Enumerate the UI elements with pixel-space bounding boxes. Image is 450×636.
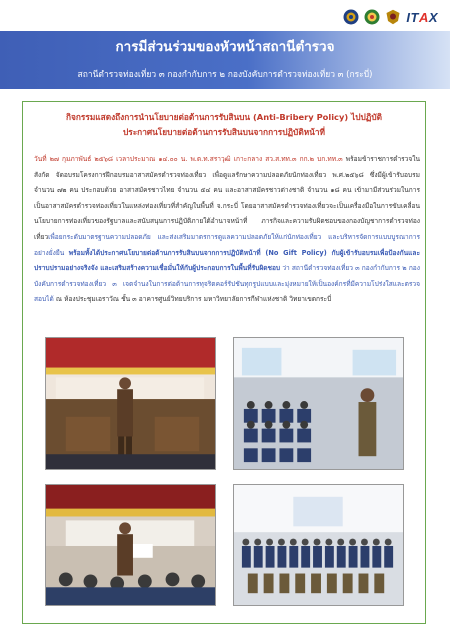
photo-training-audience-seated: [233, 337, 404, 470]
photo-officer-speaking-at-podium: [45, 337, 216, 470]
photo-officer-presenting-certificate: [45, 484, 216, 606]
badge-icon: [364, 9, 380, 25]
police-crest-icon: [385, 9, 401, 25]
heading-line-1: กิจกรรมแสดงถึงการนำนโยบายต่อต้านการรับสินบน (Anti-Bribery Policy) ไปปฏิบัติ: [66, 112, 382, 122]
title-banner: [0, 31, 450, 89]
page-subtitle: สถานีตำรวจท่องเที่ยว ๓ กองกำกับการ ๒ กองบังคับการตำรวจท่องเที่ยว ๓ (กระบี่): [77, 70, 373, 80]
header-logos: [343, 6, 438, 28]
page-title: การมีส่วนร่วมของหัวหน้าสถานีตำรวจ: [115, 39, 335, 55]
body-segment-6: ณ ห้องประชุมเอราวัณ ชั้น ๓ อาคารศูนย์วิทยบริการ มหาวิทยาลัยการกีฬาแห่งชาติ วิทยาเขตกระบี่: [55, 295, 332, 304]
itax-logo: ITAX: [406, 9, 438, 25]
body-segment-4: พร้อมทั้งได้ประกาศนโยบายต่อต้านการรับสินบนจากการปฏิบัติหน้าที่ (No Gift Policy) กับผู้เข้ารับอบรมเพื่อป้องกันและปราบปรามอย่างจริงจัง และเสริมสร้างความเชื่อมั่นให้กับผู้ประกอบการในพื้นที่รับผิดชอบ: [34, 248, 420, 273]
police-seal-icon: [343, 9, 359, 25]
heading-line-2: ประกาศนโยบายต่อต้านการรับสินบนจากการปฏิบัติหน้าที่: [123, 127, 325, 137]
article-body: [34, 152, 420, 308]
photo-group-photo-in-hall: [233, 484, 404, 606]
article-heading: [28, 110, 420, 140]
body-segment-3: เพื่อยกระดับมาตรฐานความปลอดภัย และส่งเสริมมาตรการดูแลความปลอดภัยให้แก่นักท่องเที่ยว และบริหารจัดการแบบบูรณาการอย่างยั่งยืน: [34, 232, 420, 257]
body-segment-2: พร้อมข้าราชการตำรวจในสังกัด จัดอบรมโครงการฝึกอบรมอาสาสมัครตำรวจท่องเที่ยว เพื่อดูแลรักษาความปลอดภัยนักท่องเที่ยว พ.ศ.๒๕๖๘ ซึ่งมีผู้เข้ารับอบรมจำนวน ๗๒ คน ประกอบด้วย อาสาสมัครชาวไทย จำนวน ๕๔ คน และอาสาสมัครชาวต่างชาติ จำนวน ๑๘ คน เข้ามามีส่วนร่วมในการเป็นอาสาสมัครตำรวจท่องเที่ยวในแหล่งท่องเที่ยวที่สำคัญในพื้นที่ จ.กระบี่ โดยอาสาสมัครตำรวจท่องเที่ยวจะเป็นเครื่องมือในการขับเคลื่อนนโยบายการท่องเที่ยวของรัฐบาลและสนับสนุนการปฏิบัติภายใต้อำนาจหน้าที่ ภารกิจและความรับผิดชอบของกองบัญชาการตำรวจท่องเที่ยว: [34, 155, 420, 241]
body-segment-5: ว่า สถานีตำรวจท่องเที่ยว ๓ กองกำกับการ ๒ กองบังคับการตำรวจท่องเที่ยว ๓ เจตจำนงในการต่อต้านการทุจริตคอร์รัปชันทุกรูปแบบและมุ่งหมายให้เป็นองค์กรที่มีความโปร่งใสและตรวจสอบได้: [34, 264, 420, 304]
date-segment: วันที่ ๒๗ กุมภาพันธ์ ๒๕๖๘ เวลาประมาณ ๑๔.๐๐ น. พ.ต.ท.สราวุฒิ เกาะกลาง สว.ส.ทท.๓ กก.๒ บก.ทท.๓: [34, 155, 343, 163]
